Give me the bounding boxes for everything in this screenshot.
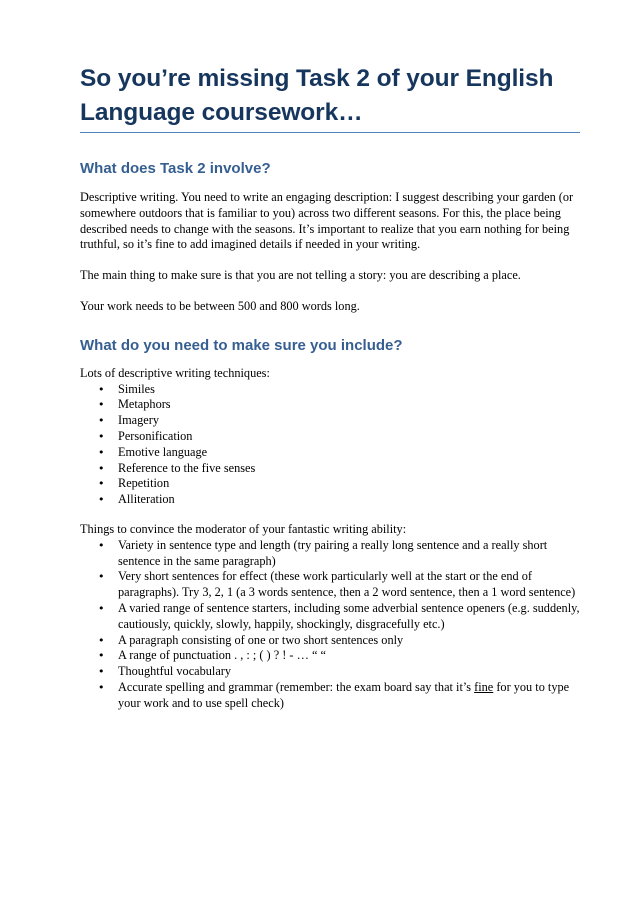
technique-item [80,382,580,398]
technique-item [80,413,580,429]
ability-item [80,569,580,601]
document-page [80,62,580,712]
bullet-icon: • [98,429,105,443]
techniques-intro: Lots of descriptive writing techniques: [80,365,270,380]
technique-item [80,445,580,461]
section-heading-include: What do you need to make sure you include? [80,336,403,354]
list-item-text: for you to type your work and to use spell check) [118,679,570,710]
list-item-text: A varied range of sentence starters, including some adverbial sentence openers (e.g. suddenly, cautiously, quickly, slowly, happily, shockingly, disgracefully etc.) [118,600,580,631]
list-item-text: Thoughtful vocabulary [118,664,232,679]
bullet-icon: • [98,477,105,491]
list-item-text: A paragraph consisting of one or two short sentences only [118,632,404,647]
underlined-word: fine [474,679,494,694]
bullet-icon: • [98,398,105,412]
abilities-list [80,538,580,712]
paragraph-word-count: Your work needs to be between 500 and 800 words long. [80,298,360,313]
technique-item [80,397,580,413]
list-item-text: Similes [118,381,155,396]
list-item-text: Reference to the five senses [118,460,256,475]
list-item-text: A range of punctuation . , : ; ( ) ? ! - … “ “ [118,648,326,663]
techniques-list [80,382,580,508]
ability-item [80,664,580,680]
bullet-icon: • [98,382,105,396]
list-item-text: Imagery [118,413,159,428]
bullet-icon: • [98,538,105,552]
list-item-text: Personification [118,428,193,443]
ability-item [80,648,580,664]
document-title: So you’re missing Task 2 of your English Language coursework… [80,62,580,133]
bullet-icon: • [98,601,105,615]
paragraph-descriptive-writing: Descriptive writing. You need to write an engaging description: I suggest describing your garden (or somewhere outdoors that is familiar to you) across two different seasons. For this, the place being described needs to change with the seasons. It’s important to realize that you earn nothing for being truthful, so it’s fine to add imagined details if needed in your writing. [80,190,574,252]
list-item-text: Metaphors [118,397,171,412]
list-item-text: Very short sentences for effect (these work particularly well at the start or the end of paragraphs). Try 3, 2, 1 (a 3 words sentence, then a 2 word sentence, then a 1 word sentence) [118,569,576,600]
bullet-icon: • [98,680,105,694]
list-item-text: Alliteration [118,492,175,507]
list-item-text: Emotive language [118,444,208,459]
ability-item [80,633,580,649]
ability-item [80,538,580,570]
abilities-intro: Things to convince the moderator of your fantastic writing ability: [80,521,407,536]
bullet-icon: • [98,570,105,584]
bullet-icon: • [98,414,105,428]
bullet-icon: • [98,665,105,679]
list-item-text: Variety in sentence type and length (try pairing a really long sentence and a really short sentence in the same paragraph) [118,537,548,568]
technique-item [80,492,580,508]
section-heading-task-involve: What does Task 2 involve? [80,160,271,177]
list-item-text: Repetition [118,476,170,491]
technique-item [80,476,580,492]
bullet-icon: • [98,633,105,647]
technique-item [80,461,580,477]
ability-item [80,680,580,712]
ability-item [80,601,580,633]
paragraph-main-thing: The main thing to make sure is that you are not telling a story: you are describing a place. [80,268,521,283]
bullet-icon: • [98,649,105,663]
bullet-icon: • [98,461,105,475]
bullet-icon: • [98,493,105,507]
list-item-text: Accurate spelling and grammar (remember: the exam board say that it’s [118,679,475,694]
technique-item [80,429,580,445]
bullet-icon: • [98,445,105,459]
